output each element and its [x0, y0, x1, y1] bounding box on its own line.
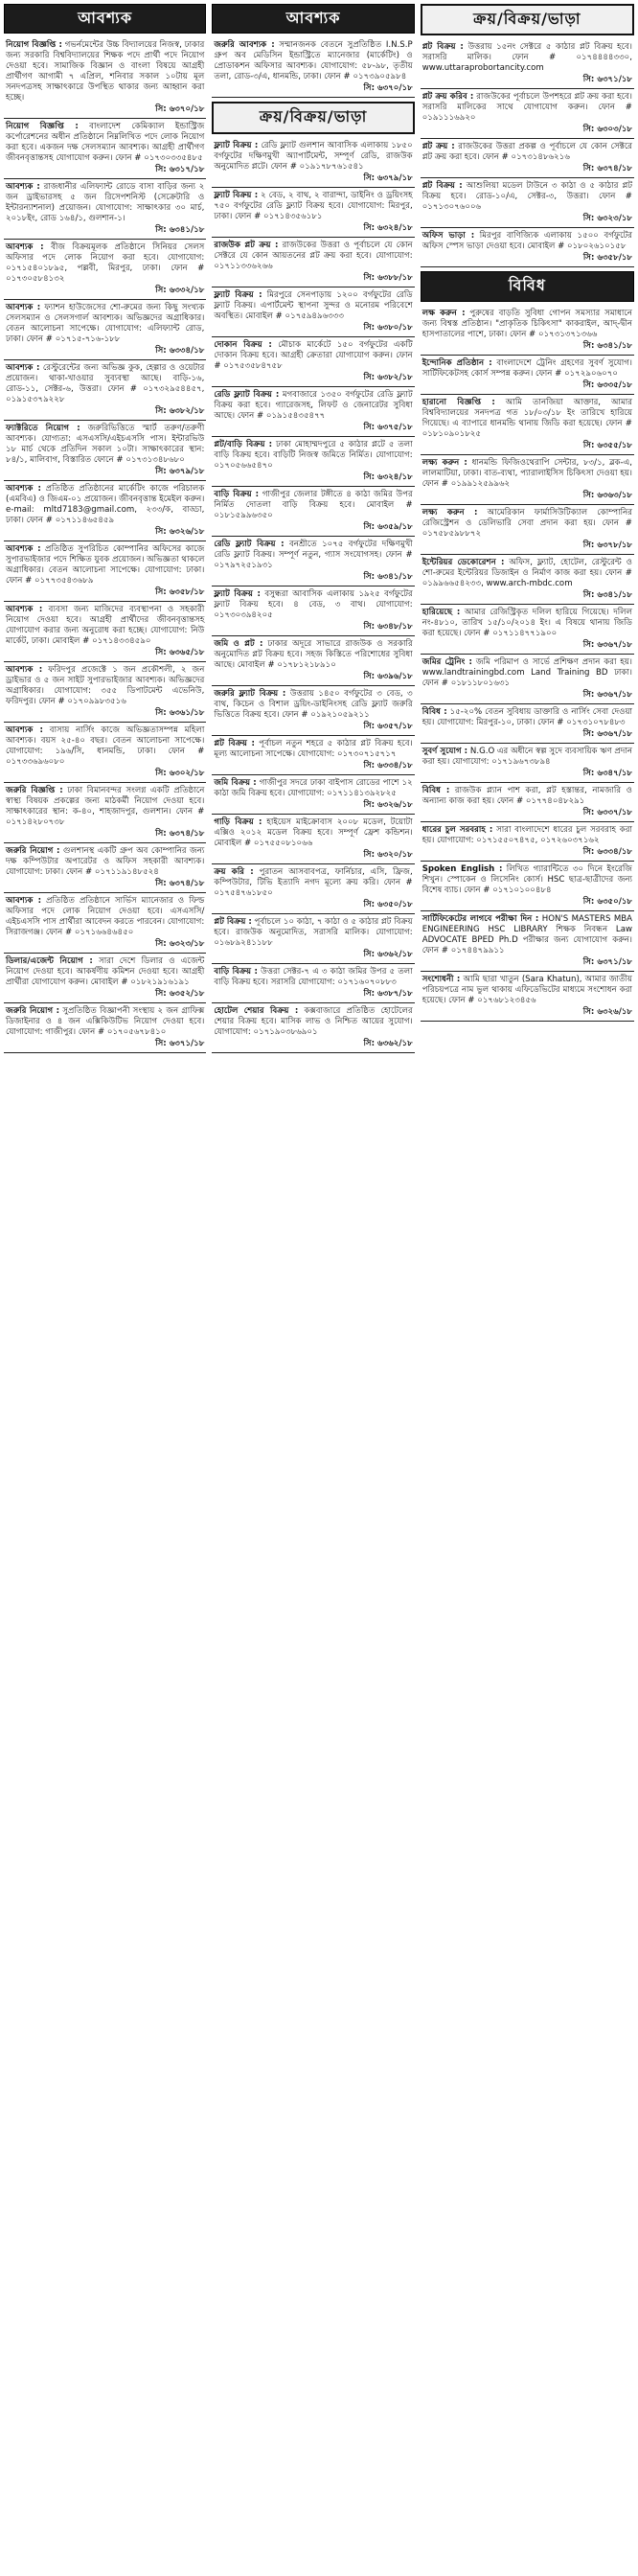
ad-text — [422, 786, 632, 807]
ad-heading: লক্ষ করুন : — [422, 308, 466, 318]
ad-body: ২ বেড, ২ বাথ, ২ বারান্দা, ডাইনিং ও ড্রয়িংসহ ৭৫০ বর্গফুটের রেডি ফ্ল্যাট বিক্রয় হবে। যোগাযোগ: মিরপুর, ঢাকা। ফোন # ০১৭১৪৩৫৬১৮১ — [214, 190, 413, 221]
classified-ad — [212, 586, 414, 636]
ad-code: সি: ৬৩২৬/১৮ — [155, 527, 205, 538]
ad-body: পূর্বাচলে ১০ কাঠা, ৭ কাঠা ও ৫ কাঠার প্লট বিক্রয় হবে। রাজউক অনুমোদিত, সরাসরি মালিক। যোগাযোগ: ০১৬৮৯২৪১১৮৮ — [214, 916, 413, 948]
ad-code: সি: ৬৩৬৫/১৮ — [155, 648, 205, 658]
ad-heading: জরুরি বিজ্ঞপ্তি : — [6, 786, 63, 796]
classified-ad — [212, 636, 414, 686]
classified-ad — [421, 395, 634, 455]
classified-ad — [421, 139, 634, 178]
ad-body: রাজউকের পূর্বাচলে উপশহরে প্লট ক্রয় করা হবে। সরাসরি মালিকের সাথে যোগাযোগ করুন। ফোন # ০১৯১১১৬৯২০ — [422, 92, 632, 124]
ad-text — [6, 786, 204, 828]
ad-heading: আবশ্যক : — [6, 242, 44, 253]
ad-body: আমি তানজিয়া আক্তার, আমার বিশ্ববিদ্যালয়ের সনদপত্র গত ১৮/০৩/১৮ ইং তারিখে হারিয়ে গিয়েছে। এ ব্যাপারে ধানমন্ডি থানায় জিডি করা হয়েছে। ফোন # ০১৮১০৯০১৮২৫ — [422, 397, 633, 439]
ad-heading: আবশ্যক : — [6, 363, 40, 374]
ad-code: সি: ৬৩২৬/১৮ — [363, 799, 413, 810]
ad-text — [214, 589, 412, 621]
ad-text — [422, 309, 632, 340]
ad-text — [6, 363, 204, 405]
ad-body: প্রতিষ্ঠিত সুপরিচিত কোম্পানির অফিসের কাজে সুপারভাইজার পদে শিক্ষিত যুবক প্রয়োজন। অভিজ্ঞতা থাকলে অগ্রাধিকার। বেতন আলোচনা সাপেক্ষে। যোগাযোগ: ঢাকা। ফোন # ০১৭৭৩৫৪৩৬৮৯ — [6, 544, 205, 586]
ad-code: সি: ৬৩৮৭/১৮ — [363, 988, 413, 999]
ad-code: সি: ৬৩৩৪/১৮ — [363, 760, 413, 770]
ad-text — [422, 181, 632, 213]
classified-ad — [4, 179, 206, 240]
ad-text — [422, 975, 632, 1006]
ad-body: বীজ বিক্রয়মূলক প্রতিষ্ঠানে সিনিয়র সেলস অফিসার পদে লোক নিয়োগ করা হবে। যোগাযোগ: ০১৭১৫৪০১৮৯৫, পল্লবী, মিরপুর, ঢাকা। ফোন # ০১৭৩০৫৮৪১৩২ — [6, 242, 205, 285]
ad-body: মিরপুর বাণিজ্যিক এলাকায় ১৫০০ বর্গফুটের অফিস স্পেস ভাড়া দেওয়া হবে। মোবাইল # ০১৮০২৬১০১৫৮ — [422, 231, 633, 252]
ad-heading: প্লট ক্রয় : — [422, 142, 455, 152]
ad-code: সি: ৬৩৬১/১৮ — [155, 708, 205, 719]
ad-body: পুরুষের বাড়তি সুবিধা গোপন সমস্যার সমাধানে জন্য বিশ্বস্ত প্রতিষ্ঠান। "প্রাকৃতিক চিকিৎসা" কাকরাইল, আদ্-দ্বীন হাসপাতালের পাশে, ঢাকা। ফোন # ০১৭৩১৩৭১৩৬৬ — [422, 308, 632, 339]
ad-body: রাজউকের উত্তরা ও পূর্বাচলে যে কোন সেক্টরে যে কোন আয়তনের প্লট ক্রয় করা হবে। যোগাযোগ: ০১৭১১৩৩৬২৬৬ — [214, 240, 413, 271]
ad-body: বসুন্ধরা আবাসিক এলাকায় ১৯২৫ বর্গফুটের ফ্ল্যাট বিক্রয় হবে। ৪ বেড, ৩ বাথ। যোগাযোগ: ০১৭৩০৩৯৪২০৫ — [214, 588, 413, 620]
ad-code: সি: ৬৩৬৭/১৮ — [582, 689, 632, 700]
ad-body: ১৫-২০% বেতন সুবিধায় ডাক্তারি ও নার্সিং সেবা দেওয়া হয়। যোগাযোগ: মিরপুর-১০, ঢাকা। ফোন # ০১৭৩১০৭৮৪৮৩ — [422, 706, 633, 727]
ad-body: পূর্বাচল নতুন শহরে ৫ কাঠার প্লট বিক্রয় হবে। মূল্য আলোচনা সাপেক্ষে। যোগাযোগ: ০১৭৩০৭১৫৭১৭ — [214, 738, 413, 759]
ad-code: সি: ৬৩৩৪/১৮ — [582, 846, 632, 857]
ad-heading: জরুরি ফ্ল্যাট বিক্রয় : — [214, 688, 286, 699]
ad-text — [214, 778, 412, 799]
section-header-jobs: আবশ্যক — [4, 4, 206, 34]
section-header-misc: বিবিধ — [421, 271, 634, 301]
classified-ad — [212, 188, 414, 238]
ad-body: গাজীপুর সদরে ঢাকা বাইপাস রোডের পাশে ১২ কাঠা জমি বিক্রয় হবে। যোগাযোগ: ০১৭১১৪১৩৯২৮২৫ — [214, 777, 413, 798]
ad-code: সি: ৬৩৫৮/১৮ — [582, 253, 632, 264]
section-header-buy-sell-2: ক্রয়/বিক্রয়/ভাড়া — [421, 4, 634, 35]
ad-code: সি: ৬৩৯৬/১৮ — [363, 671, 413, 681]
ad-code: সি: ৬৩৫০/১৮ — [363, 899, 413, 909]
ad-code: সি: ৬৩৮৮/১৮ — [363, 272, 413, 283]
classified-ad — [421, 178, 634, 228]
ad-heading: প্লট বিক্রয় : — [214, 916, 252, 927]
ad-code: সি: ৬৩০২/১৮ — [155, 769, 205, 779]
ad-code: সি: ৬৩৪১/১৮ — [582, 340, 632, 351]
ad-text — [6, 484, 204, 526]
ad-text — [6, 605, 204, 647]
ad-code: সি: ৬৩৮২/১৮ — [155, 406, 205, 417]
ad-heading: জমির ট্রেনিং : — [422, 656, 472, 667]
ad-body: ব্যবসা জন্য মাজিদের ব্যবস্থাপনা ও সহকারী নিয়োগ দেওয়া হবে। আগ্রহী প্রার্থীদের জীবনবৃত্তান্তসহ যোগাযোগ করার জন্য অনুরোধ করা হচ্ছে। যোগাযোগ: নিউ মার্কেট, ঢাকা। মোবাইল # ০১৭১৪৩৩৪৫৯০ — [6, 605, 205, 647]
ad-code: সি: ৬৩২৩/১৮ — [155, 939, 205, 950]
ad-heading: ইন্দোনিক প্রতিষ্ঠান : — [422, 357, 492, 368]
ad-body: সম্মানজনক বেতনে সুপ্রতিষ্ঠিত I.N.S.P গ্রুপ অব মেডিসিন ইন্ডাস্ট্রিতে ম্যানেজার (মার্কেটিং) ও প্রোডাকশন অফিসার আবশ্যক। যোগাযোগ: ৫৮-৯৮, তৃতীয় তলা, রোড-৩/এ, ধানমন্ডি, ঢাকা। ফোন # ০১৭৩৯০৫৯৮৪ — [214, 40, 413, 82]
ad-heading: ফ্ল্যাট বিক্রয় : — [214, 140, 259, 150]
classified-ad — [421, 306, 634, 356]
classified-ad — [4, 541, 206, 602]
classified-ad — [421, 822, 634, 862]
ad-heading: হোটেল শেয়ার বিক্রয় : — [214, 1005, 299, 1016]
ad-body: রেডি ফ্ল্যাট গুলশান আবাসিক এলাকায় ১৮৫০ বর্গফুটের দক্ষিণমুখী অ্যাপার্টমেন্ট, সম্পূর্ণ রেডি, রাজউক অনুমোদিত প্লটে। ফোন # ০১৯১৭৮৭৬১৫৪১ — [214, 140, 413, 172]
classified-ad — [4, 843, 206, 893]
ad-code: সি: ৬৩৪১/১৮ — [582, 589, 632, 600]
ad-text — [422, 42, 632, 74]
ad-heading: Spoken English : — [422, 863, 503, 874]
classified-ad — [421, 505, 634, 555]
ad-text — [422, 142, 632, 163]
ad-heading: ইন্টেরিয়র ডেকোরেশন : — [422, 557, 505, 567]
ad-code: সি: ৬৩৩৫/১৮ — [582, 380, 632, 390]
ad-body: মিরপুরে সেনপাড়ায় ১২০০ বর্গফুটের রেডি ফ্ল্যাট বিক্রয়। এপার্টমেন্ট স্থাপনা সুন্দর ও মনোরম পরিবেশে অবস্থিত। মোবাইল # ০১৭৫৯৪৯৬৩৩৩ — [214, 289, 413, 321]
ad-text — [6, 544, 204, 586]
ad-heading: ফ্যাক্টরিতে নিয়োগ : — [6, 424, 80, 434]
ad-heading: সংশোধনী : — [422, 974, 461, 984]
ad-code: সি: ৬৩৩৭/১৮ — [582, 807, 632, 817]
ad-body: N.G.O এর অধীনে স্বল্প সুদে ব্যবসায়িক ঋণ প্রদান করা হয়। যোগাযোগ: ০১৭১৯৬৭৩৮৯৪ — [422, 746, 632, 767]
ad-body: গভর্নমেন্টের উচ্চ বিদ্যালয়ের নিজস্ব, ঢাকার জন্য সরকারি বিশ্ববিদ্যালয়ের শিক্ষক পদে প্রার্থী পদে নিয়োগ দেওয়া হবে। সামাজিক বিজ্ঞান ও বাংলা বিষয়ে আগ্রহী প্রার্থীগণ আগামী ৭ এপ্রিল, শনিবার সকাল ১০টায় মূল সনদপত্রসহ সাক্ষাৎকারে উপস্থিত থাকার জন্য আহ্বান করা হচ্ছে। — [6, 40, 205, 104]
ad-text — [422, 508, 632, 540]
section-header-buy-sell: ক্রয়/বিক্রয়/ভাড়া — [212, 102, 414, 133]
ad-body: গুলশানস্থ একটি গ্রুপ অব কোম্পানির জন্য দক্ষ কম্পিউটার অপারেটর ও অফিস সহকারী আবশ্যক। যোগাযোগ: ঢাকা। ফোন # ০১৭১১৯১৪৮৫২৪ — [6, 846, 205, 878]
section-header-jobs-2: আবশ্যক — [212, 4, 414, 34]
classified-ad — [421, 555, 634, 605]
ad-heading: ডিলার/এজেন্ট নিয়োগ : — [6, 956, 93, 967]
classified-ad — [421, 455, 634, 505]
ad-text — [214, 967, 412, 988]
ad-heading: বাড়ি বিক্রয় : — [214, 489, 260, 499]
ad-code: সি: ৬৩২৬/১৮ — [582, 1006, 632, 1017]
ad-body: পুরাতন আসবাবপত্র, ফার্নিচার, এসি, ফ্রিজ, কম্পিউটার, টিভি ইত্যাদি নগদ মূল্যে ক্রয় করি। ফোন # ০১৭৫৪৭৬১৮৫০ — [214, 866, 413, 898]
ad-text — [6, 40, 204, 104]
classified-ad — [4, 954, 206, 1003]
classified-ad — [4, 893, 206, 954]
ad-code: সি: ৬৩৭৫/১৮ — [363, 422, 413, 432]
ad-code: সি: ৬৩৫২/১৮ — [155, 989, 205, 1000]
column-jobs — [4, 4, 206, 2576]
ad-body: ধানমন্ডি ফিজিওথেরাপি সেন্টার, ৮৩/১, ব্লক-এ, লালমাটিয়া, ঢাকা। বাত-ব্যথা, প্যারালাইসিস চিকিৎসা দেওয়া হয়। ফোন # ০১৯৯১২৫৯৯৬২ — [422, 457, 633, 489]
ad-code: সি: ৬৩৫০/১৮ — [582, 896, 632, 907]
classified-ad — [212, 238, 414, 288]
classified-ad — [4, 421, 206, 481]
ad-heading: প্লট বিক্রয় : — [422, 42, 464, 53]
ad-code: সি: ৬৩২৪/১৮ — [363, 222, 413, 233]
ad-body: ফরিদপুর প্রজেক্টে ১ জন প্রকৌশলী, ২ জন ড্রাইভার ও ৫ জন সাইট সুপারভাইজার আবশ্যক। অভিজ্ঞদের অগ্রাধিকার। যোগাযোগ: ৩৫৫ ডিপাটমেন্ট এভেনিউ, ফরিদপুর। ফোন # ০১৭০৯৯৮৩৫১৬ — [6, 665, 205, 707]
ad-code: সি: ৬৩৭৪/১৮ — [155, 879, 205, 889]
ad-body: রাজউকের উত্তরা প্রকল্প ও পূর্বাচলে যে কোন সেক্টরে প্লট ক্রয় করা হবে। ফোন # ০১৭৩১৪৮৬২১৬ — [422, 142, 633, 163]
ad-heading: ফ্ল্যাট বিক্রয় : — [214, 588, 261, 599]
ad-text — [6, 896, 204, 938]
ad-code: সি: ৬৩৭৪/১৮ — [155, 829, 205, 840]
ad-body: জরুরিভিত্তিতে স্মার্ট তরুণ/তরুণী আবশ্যক। যোগ্যতা: এসএসসি/এইচএসসি পাস। ইন্টারভিউ ১৮ মার্চ থেকে প্রতিদিন সকাল ১০টা। সাক্ষাৎকারের স্থান: ৮৪/১, মালিবাগ, বিস্তারিত ফোনে # ০১৭৩১৩৪৮৬৮০ — [6, 424, 205, 466]
ad-code: সি: ৬৩৭১/১৮ — [582, 956, 632, 967]
ad-body: সারা দেশে ডিলার ও এজেন্ট নিয়োগ দেওয়া হবে। আকর্ষণীয় কমিশন দেওয়া হবে। আগ্রহী প্রার্থীরা যোগাযোগ করুন। মোবাইল # ০১৮২১৯১৬১৯১ — [6, 956, 205, 988]
ad-heading: আবশ্যক : — [6, 605, 43, 615]
classified-ad — [4, 602, 206, 662]
column-property-misc — [421, 4, 634, 2576]
ad-heading: আবশ্যক : — [6, 665, 43, 676]
classified-ad — [212, 37, 414, 98]
classified-ad — [421, 704, 634, 744]
ad-body: লিখিত গ্যারান্টিতে ৩০ দিনে ইংরেজি শিখুন। স্পোকেন ও লিসেনিং কোর্স। HSC ছাত্র-ছাত্রীদের জন্য বিশেষ ব্যাচ। ফোন # ০১৭১০১০০৪৮৪ — [422, 863, 632, 895]
ad-text — [422, 558, 632, 589]
classified-ad — [421, 605, 634, 655]
classified-ad — [212, 387, 414, 437]
ad-code: সি: ৬৩৬৩/১৮ — [582, 490, 632, 500]
ad-code: সি: ৬৩৫৮/১৮ — [155, 587, 205, 598]
ad-text — [6, 956, 204, 988]
ad-body: জমি পরিমাপ ও সার্ভে প্রশিক্ষণ প্রদান করা হয়। www.landtrainingbd.com Land Training BD ঢাকা। ফোন # ০১৮১১৮০১৬৩১ — [422, 656, 632, 688]
ad-heading: হারিয়েছে : — [422, 607, 461, 617]
classified-ad — [421, 744, 634, 783]
ad-body: বাসায় নার্সিং কাজে অভিজ্ঞতাসম্পন্ন মহিলা আবশ্যক। বয়স ২৫-৪০ বছর। বেতন আলোচনা সাপেক্ষে। যোগাযোগ: ১৯৬/সি, ধানমন্ডি, ঢাকা। ফোন # ০১৭৩৩৬৯৬০৮০ — [6, 725, 205, 768]
classified-ad — [421, 862, 634, 911]
ad-body: ঢাকার অদূরে সাভারে রাজউক ও সরকারি অনুমোদিত প্লট বিক্রয় হবে। সহজ কিস্তিতে পরিশোধের সুবিধা আছে। মোবাইল # ০১৭৮১২১৮৯১০ — [214, 638, 413, 670]
ad-text — [214, 867, 412, 899]
classified-ad — [4, 119, 206, 179]
ad-body: বাংলাদেশ কেমিক্যাল ইন্ডাস্ট্রিজ কর্পোরেশনের অধীন প্রতিষ্ঠানে নিম্নলিখিত পদে লোক নিয়োগ করা হবে। একজন দক্ষ সেলসম্যান আবশ্যক। আগ্রহী প্রার্থীগণ জীবনবৃত্তান্তসহ যোগাযোগ করুন। ফোন # ০১৭৩০৩৩৫৪৮৫ — [6, 122, 205, 164]
ad-body: উত্তরায় ১৪৫০ বর্গফুটের ৩ বেড, ৩ বাথ, কিচেন ও বিশাল ড্রয়িং-ডাইনিংসহ রেডি ফ্ল্যাট জরুরি ভিত্তিতে বিক্রয় হবে। ফোন # ০১৯২১০৫৯২১১ — [214, 688, 413, 720]
ad-text — [214, 40, 412, 82]
ad-heading: অফিস ভাড়া : — [422, 231, 475, 242]
ad-heading: জরুরি নিয়োগ : — [6, 846, 60, 857]
ad-text — [6, 242, 204, 285]
ad-body: আশুলিয়া মডেল টাউনে ৩ কাঠা ও ৫ কাঠার প্লট বিক্রয় হবে। রোড-১০/এ, সেক্টর-৩, উত্তরা। ফোন # ০১৭১৩০৭৬০০৬ — [422, 181, 633, 213]
ad-body: বাংলাদেশে ট্রেনিং গ্রহণের সুবর্ণ সুযোগ। সার্টিফিকেটসহ কোর্স সম্পন্ন করুন। ফোন # ০১৭২৯০৬০৭০ — [422, 357, 633, 379]
classified-ad — [4, 360, 206, 421]
ad-heading: দোকান বিক্রয় : — [214, 339, 272, 350]
ad-text — [214, 639, 412, 671]
classified-ad — [4, 300, 206, 360]
classified-ad — [4, 240, 206, 300]
classified-ad — [421, 911, 634, 972]
ad-text — [422, 398, 632, 440]
ad-body: রাজধানীর এলিফ্যান্ট রোডে বাসা বাড়ির জন্য ২ জন ড্রাইভারসহ ৫ জন রিসেপশনিস্ট (সেক্রেটারি ও ইন্টারন্যাশনাল) প্রয়োজন। যোগাযোগ: সাক্ষাৎকার ৩০ মার্চ, ২০১৮ইং, রোড ১৬৪/১, গুলশান-১। — [6, 182, 205, 224]
ad-code: সি: ৬৩৭১/১৮ — [582, 75, 632, 85]
ad-body: প্রতিষ্ঠিত প্রতিষ্ঠানের মার্কেটিং কাজে পরিচালক (এমবিএ) ও জিএম-০১ প্রয়োজন। জীবনবৃত্তান্ত ইমেইল করুন। e-mail: mltd7183@gmail.com, ২৩৩/ক, বাড্ডা, ঢাকা। ফোন # ০১৭১১৪৬৫৪৫৯ — [6, 484, 205, 526]
classified-ad — [212, 864, 414, 914]
ad-heading: সার্টিফিকেটের লাগবে পরীক্ষা দিন : — [422, 913, 539, 924]
ad-body: রাজউক প্ল্যান পাশ করা, প্লট হস্তান্তর, নামজারি ও অন্যান্য কাজ করা হয়। ফোন # ০১৭৭৪০৪৮২৯১ — [422, 785, 633, 806]
ad-text — [422, 231, 632, 252]
ad-body: আমি ছারা খাতুন (Sara Khatun), আমার জাতীয় পরিচয়পত্রে নাম ভুল থাকায় এফিডেভিটের মাধ্যমে সংশোধন করা হয়েছে। ফোন # ০১৭৬৮১২৩৪৫৬ — [422, 974, 632, 1005]
ad-body: মগবাজারে ১৩৫০ বর্গফুটের রেডি ফ্ল্যাট বিক্রয় করা হবে। গ্যারেজসহ, লিফট ও জেনারেটর সুবিধা আছে। ফোন # ০১৯১৫৪৩৫৪৭৭ — [214, 389, 413, 421]
ad-code: সি: ৬৩৭৮/১৮ — [582, 540, 632, 550]
ad-text — [214, 689, 412, 721]
ad-body: হাইয়েস মাইক্রোবাস ২০০৮ মডেল, টয়োটা এক্সিও ২০১২ মডেল বিক্রয় হবে। সম্পূর্ণ ফ্রেশ কন্ডিশন। মোবাইল # ০১৭৫৫০৮১০৬৬ — [214, 816, 413, 848]
ad-code: সি: ৬৩৪১/১৮ — [155, 225, 205, 236]
ad-body: ঢাকা মোহাম্মদপুরে ৫ কাঠার প্লটে ৫ তলা বাড়ি বিক্রয় হবে। বাড়িটি নিজস্ব জমিতে নির্মিত। যোগাযোগ: ০১৭০৫৬৬৫৪৭০ — [214, 439, 413, 471]
classified-ad — [421, 356, 634, 395]
ad-heading: ফ্ল্যাট বিক্রয় : — [214, 190, 259, 200]
ad-heading: লক্ষ্য করুন : — [422, 507, 478, 518]
ad-heading: হারানো বিজ্ঞপ্তি : — [422, 397, 495, 407]
ad-text — [6, 424, 204, 466]
ad-text — [6, 725, 204, 768]
classified-ad — [4, 783, 206, 843]
ad-body: উত্তরায় ১৫নং সেক্টরে ৫ কাঠার প্লট বিক্রয় হবে। সরাসরি মালিক। ফোন # ০১৭৪৪৪৪৩৩০, www.uttaraprobortancity.com — [422, 42, 632, 74]
ad-text — [6, 303, 204, 345]
ad-heading: প্লট ক্রয় করিব : — [422, 92, 474, 103]
ads-list-jobs — [4, 37, 206, 1053]
ad-body: অফিস, ফ্ল্যাট, হোটেল, রেস্টুরেন্ট ও শো-রুমের ইন্টেরিয়র ডিজাইন ও নির্মাণ কাজ করা হয়। ফোন # ০১৯৯৬৬৫৪২৩৩, www.arch-mbdc.com — [422, 557, 632, 588]
ad-text — [6, 122, 204, 164]
ad-code: সি: ৬৩৩২/১৮ — [155, 286, 205, 296]
classified-ad — [212, 337, 414, 387]
ad-text — [6, 182, 204, 224]
ad-heading: আবশ্যক : — [6, 484, 41, 494]
ad-code: সি: ৬৩১৭/১৮ — [155, 165, 205, 175]
ad-text — [214, 739, 412, 760]
ad-heading: রেডি ফ্ল্যাট বিক্রয় : — [214, 389, 280, 400]
ad-text — [214, 817, 412, 849]
ad-code: সি: ৬৩৮২/১৮ — [363, 372, 413, 382]
ad-body: গাজীপুর জেলার টঙ্গীতে ৪ কাঠা জমির উপর নির্মিত দোতলা বাড়ি বিক্রয় হবে। মোবাইল # ০১৮১৫৯৯৬৩৫০ — [214, 489, 413, 520]
ad-heading: সুবর্ণ সুযোগ : — [422, 746, 468, 756]
ad-body: উত্তরা সেক্টর-৭ এ ৩ কাঠা জমির উপর ৫ তলা বাড়ি বিক্রয় হবে। সরাসরি যোগাযোগ: ০১৭১৬০৭০৮৮৩ — [214, 966, 413, 987]
ad-code: সি: ৬৩২৩/১৮ — [582, 214, 632, 224]
ad-heading: বিবিধ : — [422, 785, 450, 795]
ad-code: সি: ৬৩৫৯/১৮ — [363, 521, 413, 532]
ad-code: সি: ৬৩৪১/১৮ — [363, 571, 413, 582]
ad-body: ফ্যাশন হাউজেসের শো-রুমের জন্য কিছু সংখ্যক সেলসম্যান ও সেলসগার্ল আবশ্যক। অভিজ্ঞদের অগ্রাধিকার। বেতন আলোচনা সাপেক্ষে। যোগাযোগ: এলিফ্যান্ট রোড, ঢাকা। ফোন # ০১৭১৫-৭১৬-১৮৮ — [6, 303, 205, 345]
classified-ad — [421, 655, 634, 704]
ad-text — [214, 191, 412, 222]
ad-code: সি: ৬৩৬৭/১৮ — [582, 639, 632, 650]
ad-body: মৌচাক মার্কেটে ১৫০ বর্গফুটের একটি দোকান বিক্রয় হবে। আগ্রহী ক্রেতারা যোগাযোগ করুন। ফোন # ০১৭৫৩৫৮৪৭৫৮ — [214, 339, 413, 371]
ads-list-jobs-2 — [212, 37, 414, 98]
classified-ad — [4, 481, 206, 541]
classified-ad — [212, 288, 414, 337]
ad-text — [422, 825, 632, 846]
classified-ad — [212, 775, 414, 815]
ad-heading: রাজউক প্লট ক্রয় : — [214, 240, 279, 250]
classified-ad — [421, 783, 634, 822]
classified-ad — [212, 964, 414, 1003]
ad-heading: ফ্ল্যাট বিক্রয় : — [214, 289, 262, 300]
classified-ad — [4, 1003, 206, 1053]
classified-ad — [212, 686, 414, 736]
ad-body: সারা বাংলাদেশে ধারের চুল সরবরাহ করা হয়। যোগাযোগ: ০১৭১৫৫০৭৪৭৫, ০১৭২৬০৩৭১৬২ — [422, 824, 632, 845]
ad-code: সি: ৬৩৭৪/১৮ — [582, 164, 632, 174]
column-jobs-property — [212, 4, 414, 2576]
ad-text — [422, 914, 632, 956]
ad-text — [6, 665, 204, 707]
ad-body: রেস্টুরেন্টের জন্য অভিজ্ঞ কুক, হেল্পার ও ওয়েটার প্রয়োজন। থাকা-খাওয়ার সুব্যবস্থা আছে। বাড়ি-১৬, রোড-১১, সেক্টর-৬, উত্তরা। ফোন # ০১৭৩২৯৫৪৪৫৭, ০১৯১৫৩৭৯২২৮ — [6, 363, 205, 405]
ad-code: সি: ৬৩৭০/১৮ — [155, 104, 205, 115]
ad-body: প্রতিষ্ঠিত প্রতিষ্ঠানে সার্ভিস ম্যানেজার ও ফিল্ড অফিসার পদে লোক নিয়োগ দেওয়া হবে। এসএসসি/এইচএসসি পাস প্রার্থীরা আবেদন করতে পারবেন। যোগাযোগ: সিরাজগঞ্জ। ফোন # ০১৭১৬৬৪৬৪৫০ — [6, 896, 205, 938]
ad-heading: আবশ্যক : — [6, 725, 43, 736]
ad-code: সি: ৬৩৬৭/১৮ — [582, 728, 632, 739]
ad-text — [422, 707, 632, 728]
ad-text — [422, 747, 632, 768]
ad-body: HON'S MASTERS MBA ENGINEERING HSC LIBRARY শিক্ষক নিবন্ধন Law ADVOCATE BPED Ph.D পরীক্ষার জন্য যোগাযোগ করুন। ফোন # ০১৭৪৪৭৯৯১১ — [422, 913, 633, 955]
ad-text — [6, 1006, 204, 1038]
ad-text — [214, 1006, 412, 1038]
ad-code: সি: ৬৩৮০/১৮ — [363, 322, 413, 333]
classified-ad — [212, 736, 414, 775]
ad-heading: প্লট বিক্রয় : — [214, 738, 255, 748]
ad-text — [214, 241, 412, 272]
ad-code: সি: ৬৩৭০/১৮ — [363, 83, 413, 94]
ad-body: আমার রেজিস্ট্রিকৃত দলিল হারিয়ে গিয়েছে। দলিল নং-৪৮১০, তারিখ ১৫/১০/২০১৪ ইং। এ বিষয়ে থানায় জিডি করা হয়েছে। ফোন # ০১৭১১৪৭৭১৯০০ — [422, 607, 632, 638]
classified-ad — [212, 537, 414, 586]
ad-body: ঢাকা বিমানবন্দর সংলগ্ন একটি প্রতিষ্ঠানে স্বাস্থ্য বিষয়ক প্রকল্পের জন্য মাঠকর্মী নিয়োগ দেওয়া হবে। সাক্ষাৎকারের স্থান: ক-৪০, শাহজাদপুর, গুলশান। ফোন # ০১৭১৪২৮০৭৩৮ — [6, 786, 205, 828]
ad-text — [422, 92, 632, 124]
ad-text — [214, 340, 412, 372]
ad-heading: আবশ্যক : — [6, 303, 41, 313]
ad-code: সি: ৬৩৭৯/১৮ — [363, 172, 413, 183]
ad-heading: জমি ও প্লট : — [214, 638, 263, 649]
ads-list-buy-sell — [212, 138, 414, 1053]
classified-ad — [212, 487, 414, 537]
ad-heading: আবশ্যক : — [6, 182, 40, 193]
ad-text — [422, 657, 632, 689]
ad-code: সি: ৬৩৭৯/১৮ — [155, 467, 205, 477]
ad-code: সি: ৬৩৭১/১৮ — [155, 1039, 205, 1049]
ad-heading: প্লট বিক্রয় : — [422, 181, 463, 192]
ad-heading: বাড়ি বিক্রয় : — [214, 966, 258, 977]
ad-text — [214, 540, 412, 571]
ad-text — [214, 390, 412, 422]
ad-heading: বিবিধ : — [422, 706, 447, 717]
ad-text — [214, 290, 412, 322]
ad-heading: লক্ষ্য করুন : — [422, 457, 467, 468]
ad-heading: জমি বিক্রয় : — [214, 777, 257, 788]
ad-code: সি: ৬৩৫৫/১৮ — [582, 440, 632, 450]
classified-ad — [212, 1003, 414, 1053]
ad-code: সি: ৬৩৫৭/১৮ — [363, 721, 413, 731]
ads-list-buy-sell-2 — [421, 39, 634, 267]
ad-text — [422, 458, 632, 490]
classified-ad — [212, 815, 414, 864]
ad-body: কক্সবাজারে প্রতিষ্ঠিত হোটেলের শেয়ার বিক্রয় হবে। মাসিক লাভ ও নিশ্চিত আয়ের সুযোগ। যোগাযোগ: ০১৭১৯০৩৮৬৯০১ — [214, 1005, 413, 1037]
ad-code: সি: ৬৩৪৭/১৮ — [582, 768, 632, 778]
ad-heading: জরুরি আবশ্যক : — [214, 40, 275, 51]
classified-ad — [421, 39, 634, 89]
ad-code: সি: ৬৩৪৮/১৮ — [363, 621, 413, 632]
ad-heading: ক্রয় করি : — [214, 866, 254, 877]
classified-ad — [4, 37, 206, 119]
ad-code: সি: ৬৩৬২/১৮ — [363, 949, 413, 959]
classified-ad — [421, 972, 634, 1022]
ad-body: সুপ্রতিষ্ঠিত বিজ্ঞাপনী সংস্থায় ২ জন গ্রাফিক্স ডিজাইনার ও ৪ জন এক্সিকিউটিভ নিয়োগ দেওয়া হবে। যোগাযোগ: গাজীপুর। ফোন # ০১৭০৫৬৭৮৪১০ — [6, 1006, 205, 1038]
ad-text — [214, 440, 412, 472]
ad-text — [214, 917, 412, 949]
classified-ad — [4, 723, 206, 783]
ad-heading: আবশ্যক : — [6, 896, 42, 907]
ad-text — [214, 490, 412, 521]
ad-body: বনশ্রীতে ১০৭৫ বর্গফুটের দক্ষিণমুখী রেডি ফ্ল্যাট বিক্রয়। সম্পূর্ণ নতুন, গ্যাস সংযোগসহ। ফোন # ০১৭৯৭২৫১৯৩১ — [214, 539, 413, 570]
ad-text — [214, 141, 412, 172]
ad-text — [422, 608, 632, 639]
ads-list-misc — [421, 306, 634, 1022]
classified-ad — [212, 437, 414, 487]
ad-code: সি: ৬৩২৪/১৮ — [363, 472, 413, 482]
ad-body: আমেরিকান ফার্মাসিউটিক্যাল কোম্পানির রেজিস্ট্রেশন ও ডেলিভারি সেবা প্রদান করা হয়। ফোন # ০১৭৫৮৫৯৮৮৭২ — [422, 507, 632, 539]
ad-heading: নিয়োগ বিজ্ঞপ্তি : — [6, 122, 79, 132]
ad-heading: রেডি ফ্ল্যাট বিক্রয় : — [214, 539, 285, 549]
classified-ad — [421, 89, 634, 139]
ad-code: সি: ৬৩৬২/১৮ — [363, 1038, 413, 1048]
ad-heading: ধারের চুল সরবরাহ : — [422, 824, 493, 835]
classified-ad — [4, 662, 206, 723]
ad-heading: নিয়োগ বিজ্ঞপ্তি : — [6, 40, 62, 51]
ad-text — [6, 846, 204, 878]
classified-ad — [421, 228, 634, 267]
ad-heading: গাড়ি বিক্রয় : — [214, 816, 262, 827]
ad-code: সি: ৬৩৩৪/১৮ — [155, 346, 205, 356]
ad-heading: আবশ্যক : — [6, 544, 41, 555]
classified-ad — [212, 914, 414, 964]
ad-text — [422, 358, 632, 380]
ad-code: সি: ৬৩২০/১৮ — [363, 849, 413, 860]
ad-code: সি: ৬৩০৩/১৮ — [582, 125, 632, 135]
classified-ad — [212, 138, 414, 188]
ad-heading: জরুরি নিয়োগ : — [6, 1006, 60, 1017]
ad-text — [422, 864, 632, 896]
ad-heading: প্লট/বাড়ি বিক্রয় : — [214, 439, 273, 449]
